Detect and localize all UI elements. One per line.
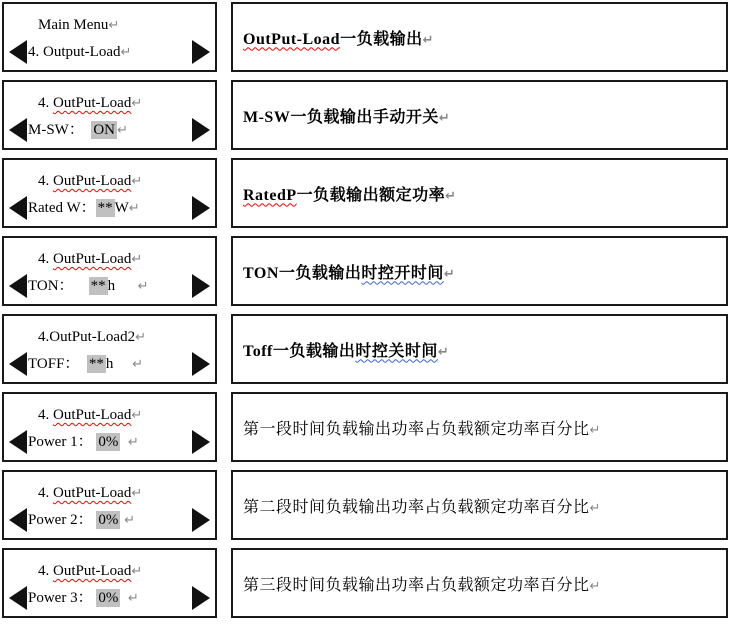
- text-segment: OutPut-Load: [243, 30, 341, 48]
- description-box: [231, 236, 728, 306]
- return-mark-icon: ↵: [438, 110, 451, 126]
- menu-row: [2, 392, 728, 462]
- text-segment: RatedP: [243, 186, 297, 204]
- text-segment: 第二段时间负载输出功率占负载额定功率百分比: [243, 498, 590, 516]
- left-arrow-icon: [9, 118, 27, 142]
- lcd-text-block: [4, 472, 215, 534]
- text-segment: 时控关时间: [355, 342, 438, 360]
- left-arrow-icon: [9, 196, 27, 220]
- text-segment: **: [88, 356, 104, 372]
- text-segment: 一负载输出额定功率: [296, 186, 446, 204]
- menu-row: [2, 80, 728, 150]
- text-segment: 时控开时间: [361, 264, 444, 282]
- lcd-line1: [4, 558, 215, 585]
- return-mark-icon: ↵: [131, 564, 143, 579]
- lcd-line2: [4, 429, 215, 456]
- lcd-text-block: [4, 550, 215, 612]
- return-mark-icon: ↵: [117, 123, 128, 138]
- lcd-line2: [4, 507, 215, 534]
- text-segment: OutPut-Load: [53, 173, 132, 189]
- lcd-screen: [2, 470, 217, 540]
- return-mark-icon: ↵: [422, 32, 434, 48]
- description-text: [243, 572, 601, 595]
- left-arrow-icon: [9, 430, 27, 454]
- text-segment: **: [90, 278, 106, 294]
- right-arrow-icon: [192, 274, 210, 298]
- text-segment: OutPut-Load: [53, 407, 132, 423]
- return-mark-icon: ↵: [589, 422, 601, 438]
- return-mark-icon: ↵: [120, 45, 132, 60]
- description-text: [243, 416, 601, 439]
- description-box: [231, 2, 728, 72]
- menu-row: [2, 158, 728, 228]
- lcd-line1: [4, 12, 215, 39]
- text-segment: 4.: [38, 251, 53, 267]
- lcd-line2: [4, 273, 215, 300]
- lcd-line1: [4, 90, 215, 117]
- description-box: [231, 392, 728, 462]
- left-arrow-icon: [9, 352, 27, 376]
- menu-row: [2, 2, 728, 72]
- left-arrow-icon: [9, 508, 27, 532]
- text-segment: 4. Output-Load: [28, 44, 121, 60]
- right-arrow-icon: [192, 196, 210, 220]
- return-mark-icon: ↵: [437, 344, 450, 360]
- text-segment: [115, 278, 138, 294]
- lcd-screen: [2, 158, 217, 228]
- lcd-line2: [4, 351, 215, 378]
- text-segment: W: [114, 200, 129, 216]
- text-segment: M-SW：: [28, 122, 92, 138]
- text-segment: Power 3：: [28, 590, 97, 606]
- menu-row: [2, 236, 728, 306]
- lcd-line2: [4, 585, 215, 612]
- description-text: [243, 182, 457, 205]
- right-arrow-icon: [192, 352, 210, 376]
- menu-row: [2, 470, 728, 540]
- lcd-screen: [2, 392, 217, 462]
- text-segment: OutPut-Load: [53, 95, 132, 111]
- text-segment: Toff一负载输出: [243, 342, 356, 360]
- text-segment: 4.: [38, 563, 53, 579]
- text-segment: TON一负载输出: [243, 264, 362, 282]
- lcd-line2: [4, 117, 215, 144]
- return-mark-icon: ↵: [128, 201, 140, 216]
- description-box: [231, 80, 728, 150]
- text-segment: 4.: [38, 485, 53, 501]
- return-mark-icon: ↵: [445, 188, 457, 204]
- lcd-text-block: [4, 394, 215, 456]
- text-segment: 4.: [38, 95, 53, 111]
- lcd-text-block: [4, 4, 215, 66]
- lcd-line2: [4, 39, 215, 66]
- return-mark-icon: ↵: [127, 435, 139, 450]
- return-mark-icon: ↵: [108, 18, 120, 33]
- right-arrow-icon: [192, 40, 210, 64]
- text-segment: Rated W：: [28, 200, 96, 216]
- text-segment: 0%: [98, 590, 119, 606]
- text-segment: M-SW一负载输出手动开关: [243, 108, 439, 126]
- left-arrow-icon: [9, 586, 27, 610]
- text-segment: **: [97, 200, 113, 216]
- right-arrow-icon: [192, 586, 210, 610]
- lcd-line1: [4, 324, 215, 351]
- return-mark-icon: ↵: [124, 513, 135, 528]
- text-segment: h: [105, 356, 114, 372]
- description-text: [243, 104, 450, 127]
- text-segment: Power 2：: [28, 512, 97, 528]
- return-mark-icon: ↵: [589, 500, 601, 516]
- description-box: [231, 470, 728, 540]
- lcd-line1: [4, 480, 215, 507]
- return-mark-icon: ↵: [443, 266, 456, 282]
- text-segment: 0%: [98, 512, 119, 528]
- text-segment: 第三段时间负载输出功率占负载额定功率百分比: [243, 576, 590, 594]
- return-mark-icon: ↵: [131, 252, 143, 267]
- right-arrow-icon: [192, 430, 210, 454]
- right-arrow-icon: [192, 508, 210, 532]
- lcd-line2: [4, 195, 215, 222]
- menu-row: [2, 548, 728, 618]
- lcd-screen: [2, 314, 217, 384]
- lcd-line1: [4, 168, 215, 195]
- lcd-text-block: [4, 82, 215, 144]
- return-mark-icon: ↵: [131, 486, 143, 501]
- return-mark-icon: ↵: [131, 408, 143, 423]
- text-segment: TOFF：: [28, 356, 87, 372]
- return-mark-icon: ↵: [137, 279, 149, 294]
- right-arrow-icon: [192, 118, 210, 142]
- text-segment: 4.: [38, 173, 53, 189]
- lcd-text-block: [4, 316, 215, 378]
- lcd-line1: [4, 402, 215, 429]
- text-segment: OutPut-Load: [53, 251, 132, 267]
- return-mark-icon: ↵: [127, 591, 139, 606]
- text-segment: 4.OutPut-Load2: [38, 329, 136, 345]
- text-segment: 0%: [98, 434, 119, 450]
- lcd-line1: [4, 246, 215, 273]
- text-segment: OutPut-Load: [53, 563, 132, 579]
- text-segment: TON：: [28, 278, 89, 294]
- text-segment: h: [107, 278, 116, 294]
- text-segment: 第一段时间负载输出功率占负载额定功率百分比: [243, 420, 590, 438]
- text-segment: ON: [93, 122, 116, 138]
- lcd-screen: [2, 548, 217, 618]
- description-box: [231, 314, 728, 384]
- text-segment: 一负载输出: [340, 30, 423, 48]
- lcd-text-block: [4, 160, 215, 222]
- text-segment: [120, 590, 128, 606]
- return-mark-icon: ↵: [589, 578, 601, 594]
- text-segment: Main Menu: [38, 17, 109, 33]
- lcd-screen: [2, 80, 217, 150]
- return-mark-icon: ↵: [131, 96, 143, 111]
- lcd-text-block: [4, 238, 215, 300]
- return-mark-icon: ↵: [135, 330, 146, 345]
- text-segment: [113, 356, 132, 372]
- description-text: [243, 494, 601, 517]
- return-mark-icon: ↵: [132, 357, 144, 372]
- left-arrow-icon: [9, 274, 27, 298]
- text-segment: 4.: [38, 407, 53, 423]
- description-box: [231, 548, 728, 618]
- description-box: [231, 158, 728, 228]
- lcd-screen: [2, 236, 217, 306]
- text-segment: [120, 434, 128, 450]
- return-mark-icon: ↵: [131, 174, 143, 189]
- description-text: [243, 26, 434, 49]
- lcd-screen: [2, 2, 217, 72]
- description-text: [243, 338, 449, 361]
- description-text: [243, 260, 455, 283]
- left-arrow-icon: [9, 40, 27, 64]
- text-segment: OutPut-Load: [53, 485, 132, 501]
- text-segment: Power 1：: [28, 434, 97, 450]
- menu-row: [2, 314, 728, 384]
